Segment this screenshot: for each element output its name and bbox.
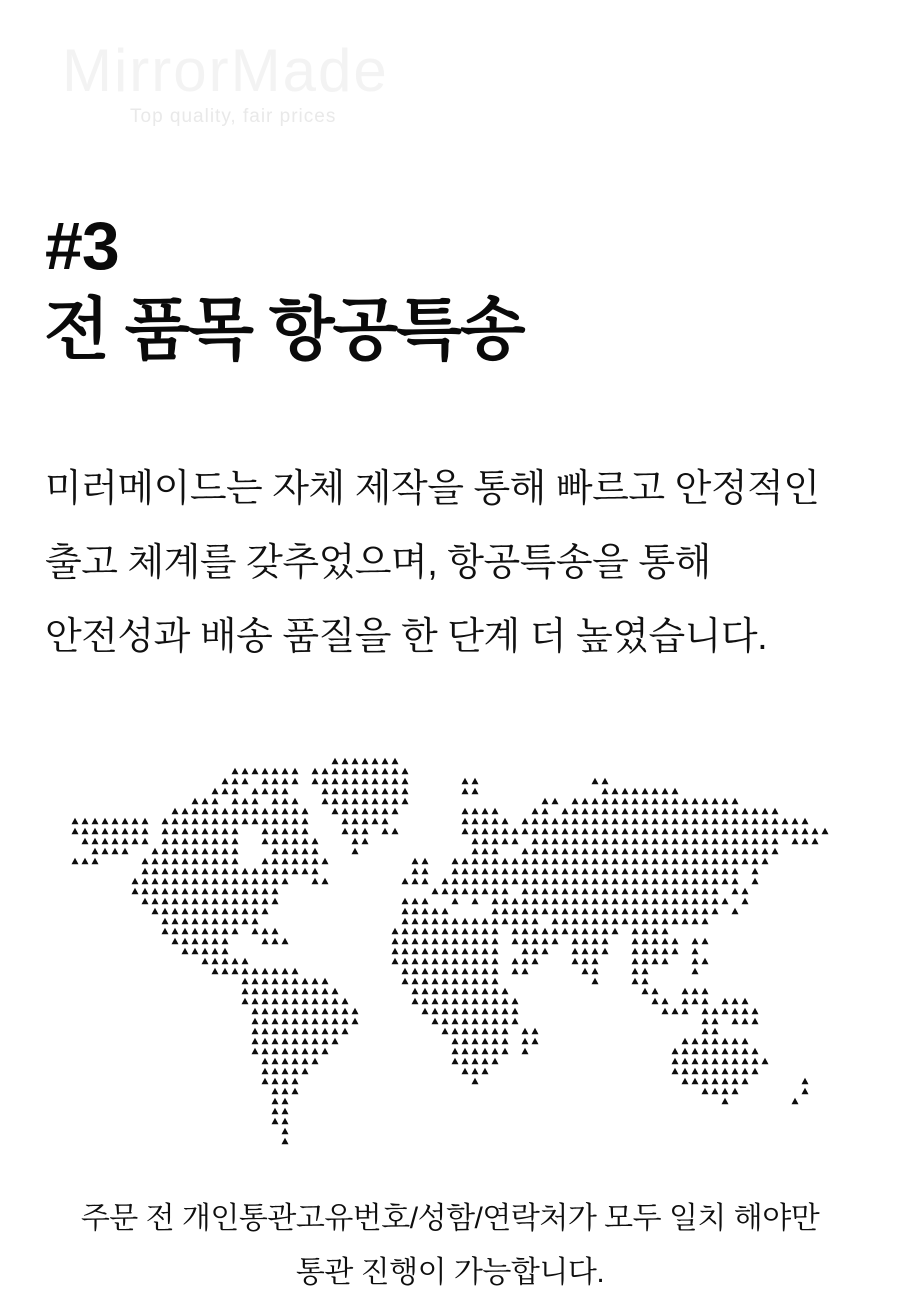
customs-notice: [0, 1192, 900, 1300]
description-paragraph: [45, 452, 875, 674]
page-title: 전 품목 항공특송: [44, 292, 524, 368]
brand-watermark-tagline: Top quality, fair prices: [130, 106, 337, 127]
brand-watermark-logo: MirrorMade: [62, 37, 389, 104]
description-line-3: 안전성과 배송 품질을 한 단계 더 높였습니다.: [45, 616, 768, 658]
world-map: [70, 756, 830, 1148]
section-number: #3: [45, 208, 119, 284]
customs-notice-line-1: 주문 전 개인통관고유번호/성함/연락처가 모두 일치 해야만: [80, 1202, 820, 1235]
description-line-2: 출고 체계를 갖추었으며, 항공특송을 통해: [45, 542, 711, 584]
map-dots: [72, 758, 829, 1144]
customs-notice-line-2: 통관 진행이 가능합니다.: [295, 1256, 605, 1289]
description-line-1: 미러메이드는 자체 제작을 통해 빠르고 안정적인: [45, 468, 820, 510]
